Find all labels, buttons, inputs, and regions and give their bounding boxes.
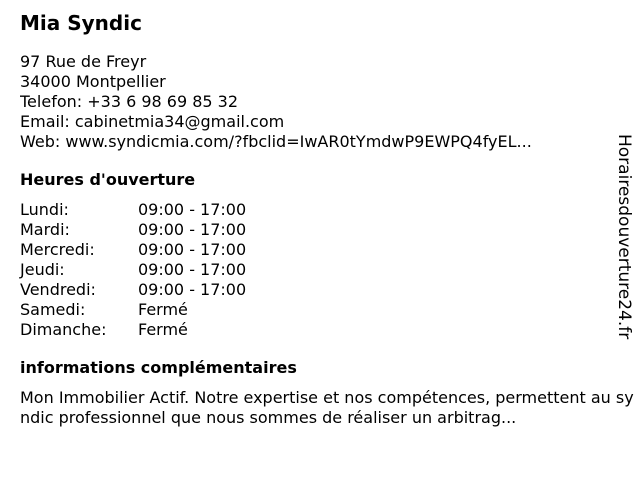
hours-time: 09:00 - 17:00 (138, 200, 247, 219)
additional-info-heading: informations complémentaires (20, 358, 297, 377)
hours-time: 09:00 - 17:00 (138, 220, 247, 239)
hours-time: Fermé (138, 320, 188, 339)
opening-hours-table (20, 200, 612, 340)
watermark-label: Horairesdouverture24.fr (614, 134, 634, 340)
hours-time: 09:00 - 17:00 (138, 280, 247, 299)
hours-day: Dimanche: (20, 320, 107, 339)
hours-row (20, 240, 612, 260)
address-street: 97 Rue de Freyr (20, 52, 147, 71)
hours-time: Fermé (138, 300, 188, 319)
hours-day: Mardi: (20, 220, 70, 239)
hours-row (20, 200, 612, 220)
email-address: Email: cabinetmia34@gmail.com (20, 112, 285, 131)
hours-row (20, 260, 612, 280)
contact-block (20, 52, 612, 152)
additional-info-text: Mon Immobilier Actif. Notre expertise et nos compétences, permettent au syndic professionnel que nous sommes de réaliser un arbitrag... (20, 388, 634, 427)
address-city: 34000 Montpellier (20, 72, 166, 91)
hours-day: Vendredi: (20, 280, 96, 299)
hours-time: 09:00 - 17:00 (138, 240, 247, 259)
hours-time: 09:00 - 17:00 (138, 260, 247, 279)
hours-row (20, 320, 612, 340)
hours-day: Mercredi: (20, 240, 95, 259)
hours-day: Jeudi: (20, 260, 65, 279)
website-link: Web: www.syndicmia.com/?fbclid=IwAR0tYmdwP9EWPQ4fyEL... (20, 132, 532, 151)
hours-row (20, 220, 612, 240)
phone-number: Telefon: +33 6 98 69 85 32 (20, 92, 239, 111)
hours-day: Samedi: (20, 300, 86, 319)
hours-row (20, 300, 612, 320)
business-name: Mia Syndic (20, 11, 142, 35)
hours-row (20, 280, 612, 300)
hours-day: Lundi: (20, 200, 69, 219)
opening-hours-heading: Heures d'ouverture (20, 170, 196, 189)
